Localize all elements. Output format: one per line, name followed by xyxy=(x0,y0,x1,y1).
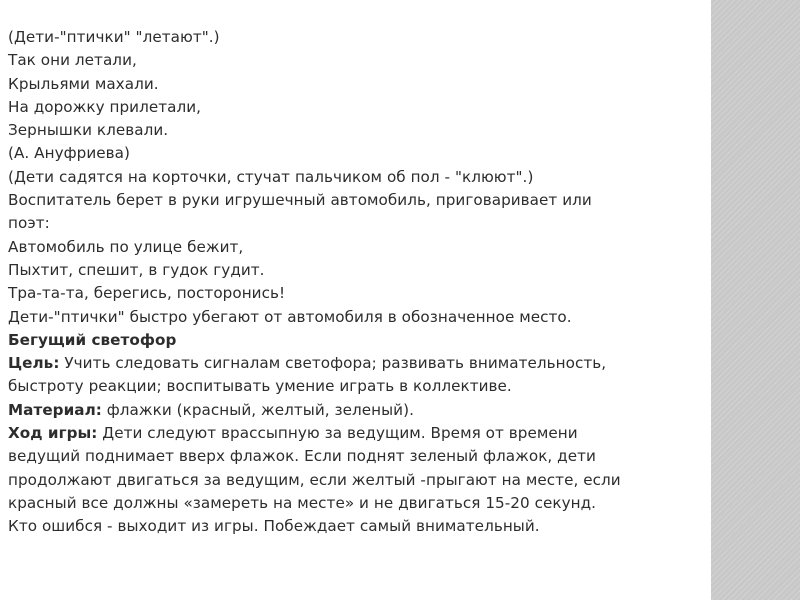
text-line: Зернышки клевали. xyxy=(8,121,169,140)
material-text: флажки (красный, желтый, зеленый). xyxy=(101,400,414,419)
goal-text: Учить следовать сигналам светофора; развивать внимательность, xyxy=(59,354,607,373)
text-line: (А. Ануфриева) xyxy=(8,144,130,163)
decorative-side-stripe xyxy=(711,0,800,600)
text-line: Так они летали, xyxy=(8,51,137,70)
text-line: поэт: xyxy=(8,214,50,233)
text-line: Автомобиль по улице бежит, xyxy=(8,237,244,256)
process-text: Дети следуют врассыпную за ведущим. Время от времени xyxy=(97,424,578,443)
process-line-continued: красный все должны «замереть на месте» и не двигаться 15-20 секунд. xyxy=(8,493,597,512)
game-title: Бегущий светофор xyxy=(8,330,177,349)
process-line xyxy=(8,422,708,445)
text-line: Крыльями махали. xyxy=(8,74,159,93)
process-line-continued: ведущий поднимает вверх флажок. Если поднят зеленый флажок, дети xyxy=(8,447,596,466)
text-line: Дети-"птички" быстро убегают от автомобиля в обозначенное место. xyxy=(8,307,572,326)
goal-line xyxy=(8,352,708,375)
material-label: Материал: xyxy=(8,400,102,419)
process-label: Ход игры: xyxy=(8,424,98,443)
text-line: На дорожку прилетали, xyxy=(8,97,202,116)
text-line: (Дети садятся на корточки, стучат пальчиком об пол - "клюют".) xyxy=(8,167,534,186)
text-line: Воспитатель берет в руки игрушечный автомобиль, приговаривает или xyxy=(8,191,592,210)
goal-label: Цель: xyxy=(8,354,60,373)
goal-line-continued: быстроту реакции; воспитывать умение играть в коллективе. xyxy=(8,377,512,396)
material-line xyxy=(8,399,708,422)
process-line-continued: Кто ошибся - выходит из игры. Побеждает самый внимательный. xyxy=(8,517,540,536)
slide-text xyxy=(8,26,708,539)
process-line-continued: продолжают двигаться за ведущим, если желтый -прыгают на месте, если xyxy=(8,470,621,489)
text-line: (Дети-"птички" "летают".) xyxy=(8,28,220,46)
text-line: Пыхтит, спешит, в гудок гудит. xyxy=(8,260,265,279)
text-line: Тра-та-та, берегись, посторонись! xyxy=(8,284,286,303)
